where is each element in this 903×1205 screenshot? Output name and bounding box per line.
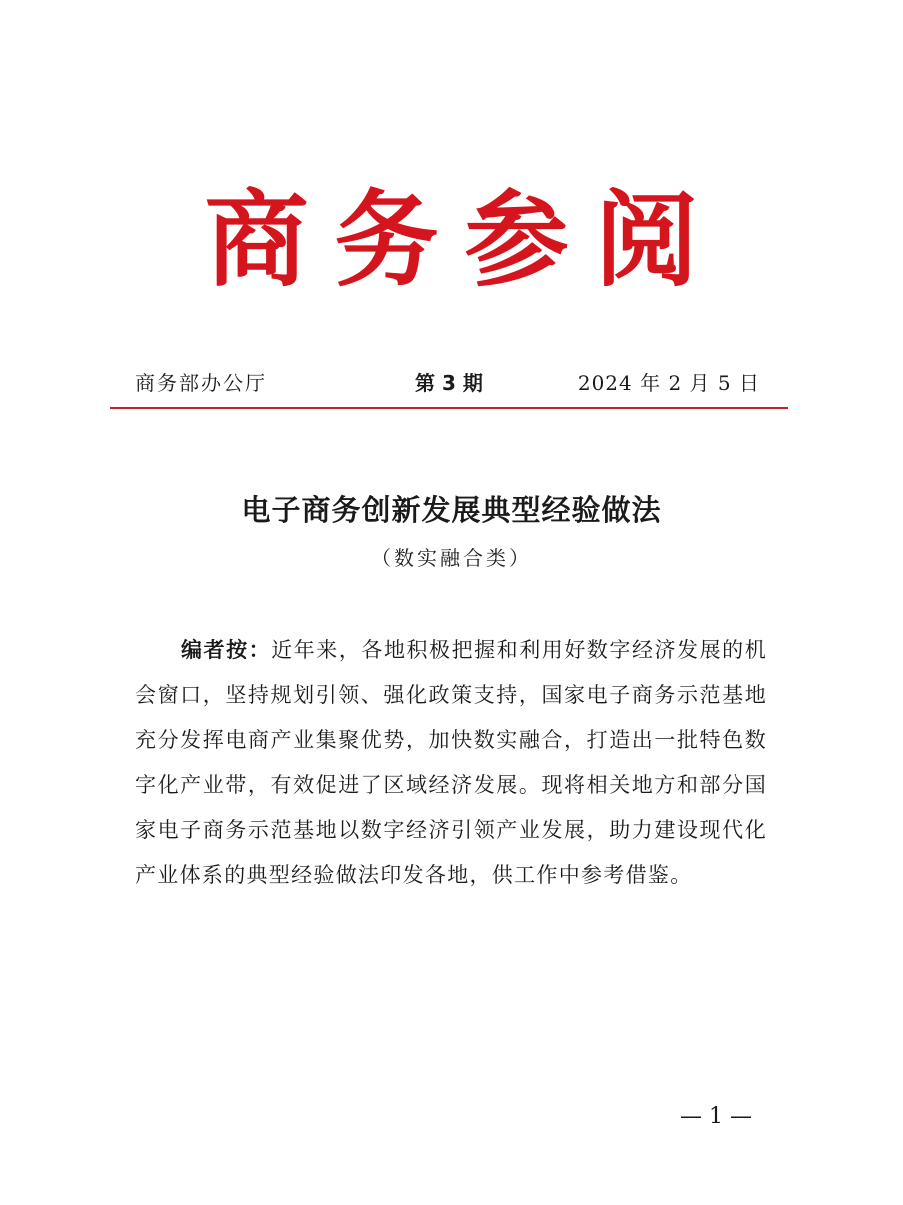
page-number: — 1 — [680,1104,752,1129]
issuer: 商务部办公厅 [135,371,267,395]
editor-note-text: 近年来，各地积极把握和利用好数字经济发展的机会窗口，坚持规划引领、强化政策支持，国家电子商务示范基地充分发挥电商产业集聚优势，加快数实融合，打造出一批特色数字化产业带，有效促进了区域经济发展。现将相关地方和部分国家电子商务示范基地以数字经济引领产业发展，助力建设现代化产业体系的典型经验做法印发各地，供工作中参考借鉴。 [135,638,767,887]
document-subtitle: （数实融合类） [371,546,532,570]
issue-number: 第 3 期 [415,371,483,395]
issue-info-line [135,366,760,400]
editor-note [135,628,767,898]
masthead-title: 商务参阅 [204,178,725,301]
issue-date: 2024 年 2 月 5 日 [577,371,760,395]
editor-note-label: 编者按： [181,638,272,662]
document-title: 电子商务创新发展典型经验做法 [241,493,662,527]
header-divider [110,407,788,409]
